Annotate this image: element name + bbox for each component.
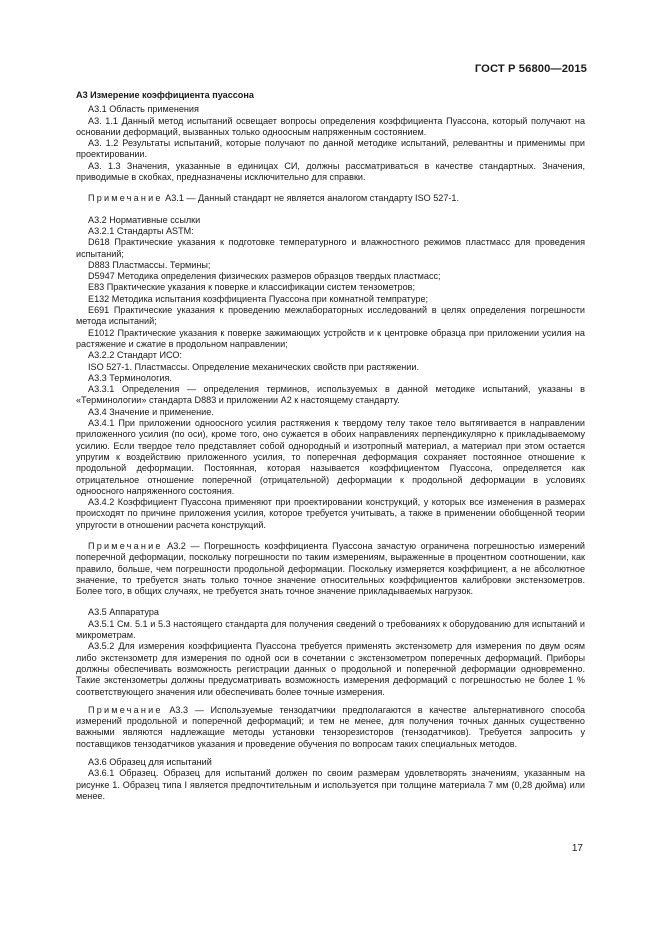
reference-e691: E691 Практические указания к проведению межлабораторных исследований в целях определения погрешности метода испытаний; — [76, 305, 585, 327]
paragraph-a3-5-2: А3.5.2 Для измерения коэффициента Пуассона требуется применять экстензометр для измерения по двум осям либо экстензометр для измерения по одной оси в сочетании с экстензометром поперечных деформаций. Приборы должны обеспечивать возможность регистрации данных о продольной и поперечной деформации одновременно. Такие экстензометры должны предусматривать возможность измерения деформаций с погрешностью не более 1 % соответствующего значения или обеспечивать более точные измерения. — [76, 641, 585, 697]
paragraph-a3-6-1: А3.6.1 Образец. Образец для испытаний должен по своим размерам удовлетворять значениям, указанным на рисунке 1. Образец типа I является предпочтительным и используется при толщине материала 7 мм (0,28 дюйма) или менее. — [76, 768, 585, 801]
note-label: Примечание — [88, 193, 163, 204]
paragraph-a3-1-2: А3. 1.2 Результаты испытаний, которые получают по данной методике испытаний, релевантны и применимы при проектировании. — [76, 138, 585, 160]
section-title: А3 Измерение коэффициента пуассона — [76, 90, 254, 100]
note-label: Примечание — [88, 540, 163, 551]
reference-d5947: D5947 Методика определения физических размеров образцов твердых пластмасс; — [88, 271, 441, 282]
note-a3-2 — [76, 541, 585, 597]
paragraph-a3-3-1: А3.3.1 Определения — определения терминов, используемых в данной методике испытаний, указаны в «Терминологии» стандарта D883 и приложении А2 к настоящему стандарту. — [76, 384, 585, 406]
paragraph-a3-4: А3.4 Значение и применение. — [88, 406, 214, 417]
reference-e83: E83 Практические указания к поверке и классификации систем тензометров; — [88, 282, 416, 293]
paragraph-a3-2: А3.2 Нормативные ссылки — [88, 214, 201, 225]
paragraph-a3-4-2: А3.4.2 Коэффициент Пуассона применяют при проектировании конструкций, у которых все изменения в размерах происходят по причине приложения усилия, которое требуется учитывать, а также в применении обобщенной теории упругости в отношении расчета конструкций. — [76, 497, 585, 530]
paragraph-a3-2-2: А3.2.2 Стандарт ИСО: — [88, 350, 182, 361]
paragraph-a3-1-1: А3. 1.1 Данный метод испытаний освещает вопросы определения коэффициента Пуассона, который получают на основании деформаций, вызванных только одноосным напряженным состоянием. — [76, 115, 585, 137]
reference-d618: D618 Практические указания к подготовке температурного и влажностного режимов пластмасс для проведения испытаний; — [76, 237, 585, 259]
reference-e1012: E1012 Практические указания к поверке зажимающих устройств и к центровке образца при приложении усилия на растяжение и сжатие в продольном направлении; — [76, 327, 585, 349]
page-number: 17 — [571, 843, 583, 854]
note-a3-3 — [76, 705, 585, 750]
note-text: А3.1 — Данный стандарт не является аналогом стандарту ISO 527-1. — [165, 193, 460, 204]
paragraph-a3-2-1: А3.2.1 Стандарты ASTM: — [88, 225, 194, 236]
reference-d883: D883 Пластмассы. Термины; — [88, 259, 211, 270]
paragraph-a3-1-3: А3. 1.3 Значения, указанные в единицах СИ, должны рассматриваться в качестве стандартных. Значения, приводимые в скобках, предназначены исключительно для справки. — [76, 160, 585, 183]
note-a3-1 — [76, 193, 585, 204]
paragraph-a3-3: А3.3 Терминология. — [88, 372, 172, 383]
document-body — [76, 90, 585, 802]
paragraph-a3-6: А3.6 Образец для испытаний — [88, 757, 212, 768]
note-text: А3.3 — Используемые тензодатчики предполагаются в качестве альтернативного способа измерений продольной и поперечной деформаций; и тем не менее, для получения точных данных существенно важными являются надлежащие методы установки тензорезисторов (тензодатчиков). Требуется запросить у поставщиков тензодатчиков указания и проведение обучения по вопросам таких специальных методов. — [76, 704, 585, 749]
paragraph-a3-5-1: А3.5.1 См. 5.1 и 5.3 настоящего стандарта для получения сведений о требованиях к оборудованию для испытаний и микрометрам. — [76, 618, 585, 641]
reference-iso-527-1: ISO 527-1. Пластмассы. Определение механических свойств при растяжении. — [88, 361, 419, 372]
paragraph-a3-5: А3.5 Аппаратура — [88, 607, 159, 618]
reference-e132: E132 Методика испытания коэффициента Пуассона при комнатной темпратуре; — [88, 293, 429, 304]
note-text: А3.2 — Погрешность коэффициента Пуассона зачастую ограничена погрешностью измерений поперечной деформации, поскольку погрешности по таким измерениям, выраженные в процентном соотношении, как правило, больше, чем погрешности продольной деформации. Поскольку измеряется коэффициент, а не абсолютное значение, то требуется знать только точное значение относительных коэффициентов калибровки экстензометров. Более того, в общих случаях, не требуется знать точное значение прикладываемых нагрузок. — [76, 540, 585, 597]
note-label: Примечание — [88, 704, 163, 715]
standard-header: ГОСТ Р 56800—2015 — [474, 63, 587, 75]
paragraph-a3-1: А3.1 Область применения — [88, 104, 199, 115]
paragraph-a3-4-1: А3.4.1 При приложении одноосного усилия растяжения к твердому телу такое тело вытягивается в направлении приложенного усилия (по оси), кроме того, оно сужается в обоих направлениях перпендикулярно к прикладываемому усилию. Если твердое тело представляет собой однородный и изотропный материал, а материал при этом остается упругим к воздействию приложенного усилия, то поперечная деформация сохраняет постоянное отношение к продольной деформации. Постоянная, которая называется коэффициентом Пуассона, определяется как отрицательное отношение поперечной (отрицательной) деформации к продольной деформации в условиях одноосного напряженного состояния. — [76, 418, 585, 496]
